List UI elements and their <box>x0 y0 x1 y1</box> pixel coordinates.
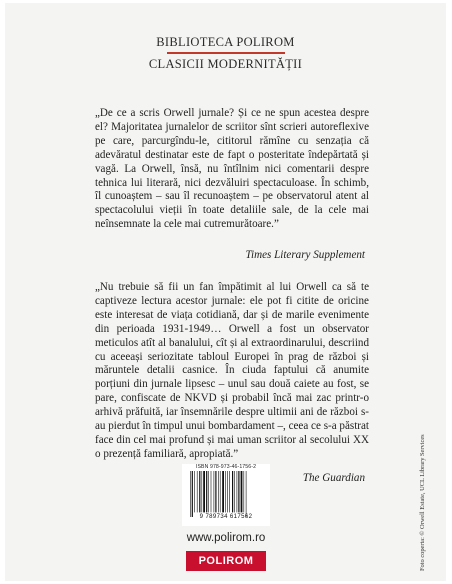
barcode-bar <box>199 471 200 512</box>
barcode-bar <box>234 471 235 512</box>
barcode-bar <box>218 471 219 512</box>
review-source-2: The Guardian <box>302 472 365 484</box>
collection-name: CLASICII MODERNITĂȚII <box>148 56 303 71</box>
isbn-label: ISBN 978-973-46-1756-2 <box>195 464 257 470</box>
barcode-number: 9 789734 617562 <box>199 514 253 520</box>
publisher-logo: POLIROM <box>186 551 266 571</box>
barcode-bar <box>214 471 215 512</box>
review-source-1: Times Literary Supplement <box>245 249 365 261</box>
barcode-bar <box>237 471 238 512</box>
publisher-url: www.polirom.ro <box>186 532 266 544</box>
barcode-bar <box>227 471 228 512</box>
barcode-bar <box>197 471 198 512</box>
barcode-bar <box>215 471 216 512</box>
barcode-bar <box>194 471 195 512</box>
series-header <box>5 35 446 71</box>
series-name: BIBLIOTECA POLIROM <box>156 35 295 49</box>
barcode-bar <box>238 471 239 512</box>
barcode-bar <box>206 471 207 512</box>
review-quote-1: „De ce a scris Orwell jurnale? Și ce ne spun acestea despre el? Majoritatea jurnalelor de scriitor sînt scrieri autoreflexive pe care, parcurgîndu-le, cititorul rămîne cu senzația că adevăratul destinatar este de fapt o posteritate îndepărtată și vagă. La Orwell, însă, nu întîlnim nici comentarii despre tehnica lui literară, nici dezvăluiri spectaculoase. În schimb, îl cunoaștem – sau îl recunoaștem – pe observatorul atent al spectacolului vieții în toate detaliile sale, de la cele mai neînsemnate la cele mai cutremurătoare.” <box>95 107 369 231</box>
photo-credit: Foto coperta: © Orwell Estate, UCL Library Services <box>419 434 426 571</box>
barcode-icon <box>188 471 264 517</box>
barcode-bar <box>222 471 224 512</box>
barcode-bar <box>211 471 212 512</box>
barcode-bar <box>229 471 230 512</box>
barcode-bar <box>190 471 191 517</box>
barcode-bar <box>208 471 209 512</box>
barcode-bar <box>232 471 233 512</box>
barcode-bar <box>241 471 243 512</box>
barcode-bar <box>192 471 193 517</box>
barcode-block <box>182 464 270 526</box>
series-divider <box>167 52 285 54</box>
barcode-bar <box>225 471 226 512</box>
barcode-bar <box>246 471 247 517</box>
barcode-bar <box>203 471 205 512</box>
barcode-bar <box>220 471 221 512</box>
barcode-bar <box>244 471 245 512</box>
review-quote-2: „Nu trebuie să fii un fan împătimit al lui Orwell ca să te captiveze lectura acestor jurnale: ele pot fi citite de oricine este interesat de viața cotidiană, dar și de marile evenimente din perioada 1931-1949… Orwell a fost un observator meticulos atît al banalului, cît și al extraordinarului, descriind cu aceeași seriozitate tabloul Europei în prag de război și măruntele detalii casnice. În ciuda faptului că anumite porțiuni din jurnale lipsesc – unul sau două caiete au fost, se pare, confiscate de NKVD și probabil încă mai zac printr-o arhivă prăfuită, iar însemnările despre ultimii ani de război s-au pierdut în timpul unui bombardament –, ceea ce s-a păstrat face din cel mai profund și mai uman scriitor al secolului XX o prezență familiară, apropiată.” <box>95 281 369 460</box>
barcode-bar <box>202 471 203 512</box>
